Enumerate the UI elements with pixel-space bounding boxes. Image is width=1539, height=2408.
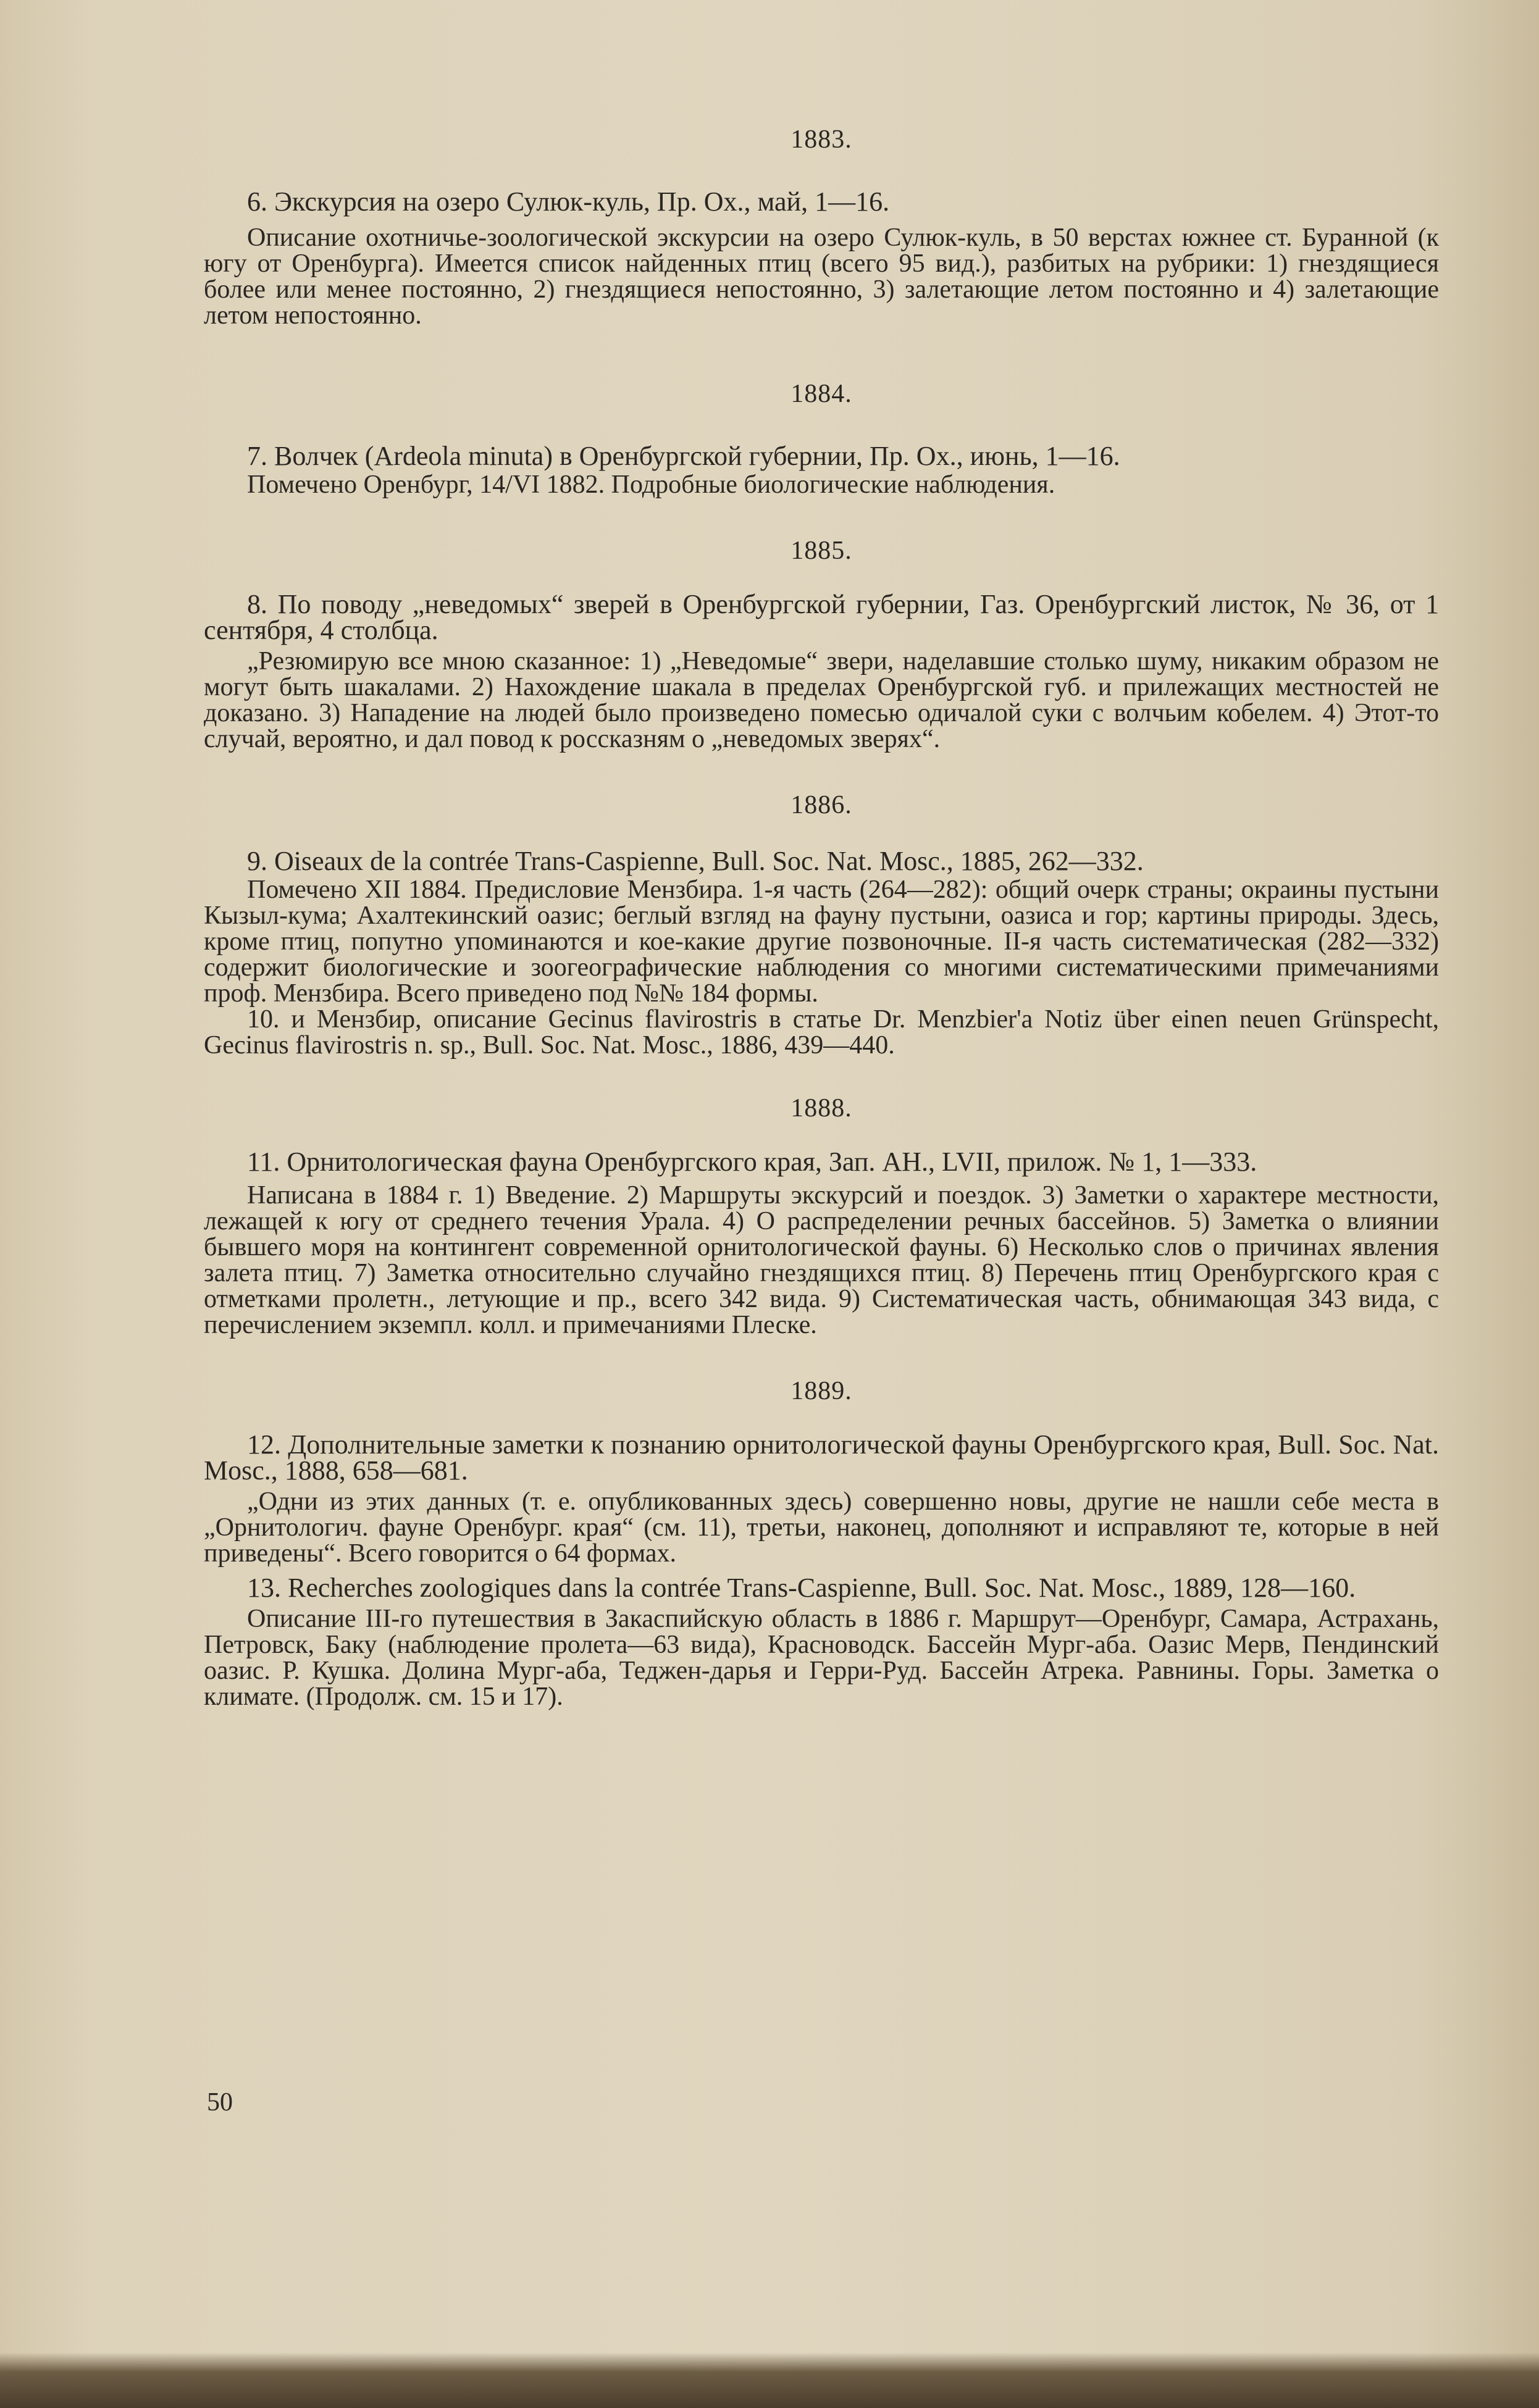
entry-6-description: Описание охотничье-зоологической экскурсии на озеро Сулюк-куль, в 50 верстах южнее ст. Буранной (к югу от Оренбурга). Имеется список найденных птиц (всего 95 вид.), разбитых на рубрики: 1) гнездящиеся более или менее постоянно, 2) гнездящиеся непостоянно, 3) залетающие летом постоянно и 4) залетающие летом непостоянно. [204, 224, 1439, 330]
entry-13-title: 13. Recherches zoologiques dans la contrée Trans-Caspienne, Bull. Soc. Nat. Mosc., 1889, 128—160. [247, 1573, 1356, 1603]
year-heading-1885: 1885. [790, 537, 852, 565]
year-heading-1883: 1883. [790, 125, 852, 154]
entry-7-description: Помечено Оренбург, 14/VI 1882. Подробные биологические наблюдения. [247, 470, 1055, 499]
page-number: 50 [207, 2088, 233, 2117]
year-heading-1888: 1888. [790, 1094, 852, 1122]
entry-12-quote: „Одни из этих данных (т. е. опубликованных здесь) совершенно новы, другие не нашли себе места в „Орнитологич. фауне Оренбург. края“ (см. 11), третьи, наконец, дополняют и исправляют те, которые в ней приведены“. Всего говорится о 64 формах. [204, 1487, 1439, 1568]
entry-8-title: 8. По поводу „неведомых“ зверей в Оренбургской губернии, Газ. Оренбургский листок, № 36, от 1 сентября, 4 столбца. [204, 589, 1439, 645]
entry-6-title: 6. Экскурсия на озеро Сулюк-куль, Пр. Ох., май, 1—16. [247, 186, 890, 217]
year-heading-1886: 1886. [790, 791, 852, 819]
entry-12-title: 12. Дополнительные заметки к познанию орнитологической фауны Оренбургского края, Bull. Soc. Nat. Mosc., 1888, 658—681. [204, 1429, 1439, 1486]
entry-9-title: 9. Oiseaux de la contrée Trans-Caspienne, Bull. Soc. Nat. Mosc., 1885, 262—332. [247, 846, 1144, 876]
entry-11-description: Написана в 1884 г. 1) Введение. 2) Маршруты экскурсий и поездок. 3) Заметки о характере местности, лежащей к югу от среднего течения Урала. 4) О распределении речных бассейнов. 5) Заметка о влиянии бывшего моря на контингент современной орнитологической фауны. 6) Несколько слов о причинах явления залета птиц. 7) Заметка относительно случайно гнездящихся птиц. 8) Перечень птиц Оренбургского края с отметками пролетн., летующие и пр., всего 342 вида. 9) Систематическая часть, обнимающая 343 вида, с перечислением экземпл. колл. и примечаниями Плеске. [204, 1181, 1439, 1339]
entry-10-text: 10. и Мензбир, описание Gecinus flavirostris в статье Dr. Menzbier'a Notiz über einen neuen Grünspecht, Gecinus flavirostris n. sp., Bull. Soc. Nat. Mosc., 1886, 439—440. [204, 1005, 1439, 1060]
entry-8-quote: „Резюмирую все мною сказанное: 1) „Неведомые“ звери, наделавшие столько шуму, никаким образом не могут быть шакалами. 2) Нахождение шакала в пределах Оренбургской губ. и прилежащих местностей не доказано. 3) Нападение на людей было произведено помесью одичалой суки с волчьим кобелем. 4) Этот-то случай, вероятно, и дал повод к россказням о „неведомых зверях“. [204, 647, 1439, 753]
entry-13-description: Описание III-го путешествия в Закаспийскую область в 1886 г. Маршрут—Оренбург, Самара, Астрахань, Петровск, Баку (наблюдение пролета—63 вида), Красноводск. Бассейн Мург-аба. Оазис Мерв, Пендинский оазис. Р. Кушка. Долина Мург-аба, Теджен-дарья и Герри-Руд. Бассейн Атрека. Равнины. Горы. Заметка о климате. (Продолж. см. 15 и 17). [204, 1605, 1439, 1711]
entry-11-title: 11. Орнитологическая фауна Оренбургского края, Зап. АН., LVII, прилож. № 1, 1—333. [247, 1147, 1257, 1177]
text-column [204, 123, 1439, 1710]
entry-9-description: Помечено XII 1884. Предисловие Мензбира. 1-я часть (264—282): общий очерк страны; окраины пустыни Кызыл-кума; Ахалтекинский оазис; беглый взгляд на фауну пустыни, оазиса и гор; картины природы. Здесь, кроме птиц, попутно упоминаются и кое-какие другие позвоночные. II-я часть систематическая (282—332) содержит биологические и зоогеографические наблюдения со многими систематическими примечаниями проф. Мензбира. Всего приведено под №№ 184 формы. [204, 876, 1439, 1008]
page-bottom-edge [0, 2352, 1539, 2408]
entry-7-title: 7. Волчек (Ardeola minuta) в Оренбургской губернии, Пр. Ох., июнь, 1—16. [247, 441, 1120, 471]
year-heading-1889: 1889. [790, 1377, 852, 1405]
year-heading-1884: 1884. [790, 380, 852, 408]
